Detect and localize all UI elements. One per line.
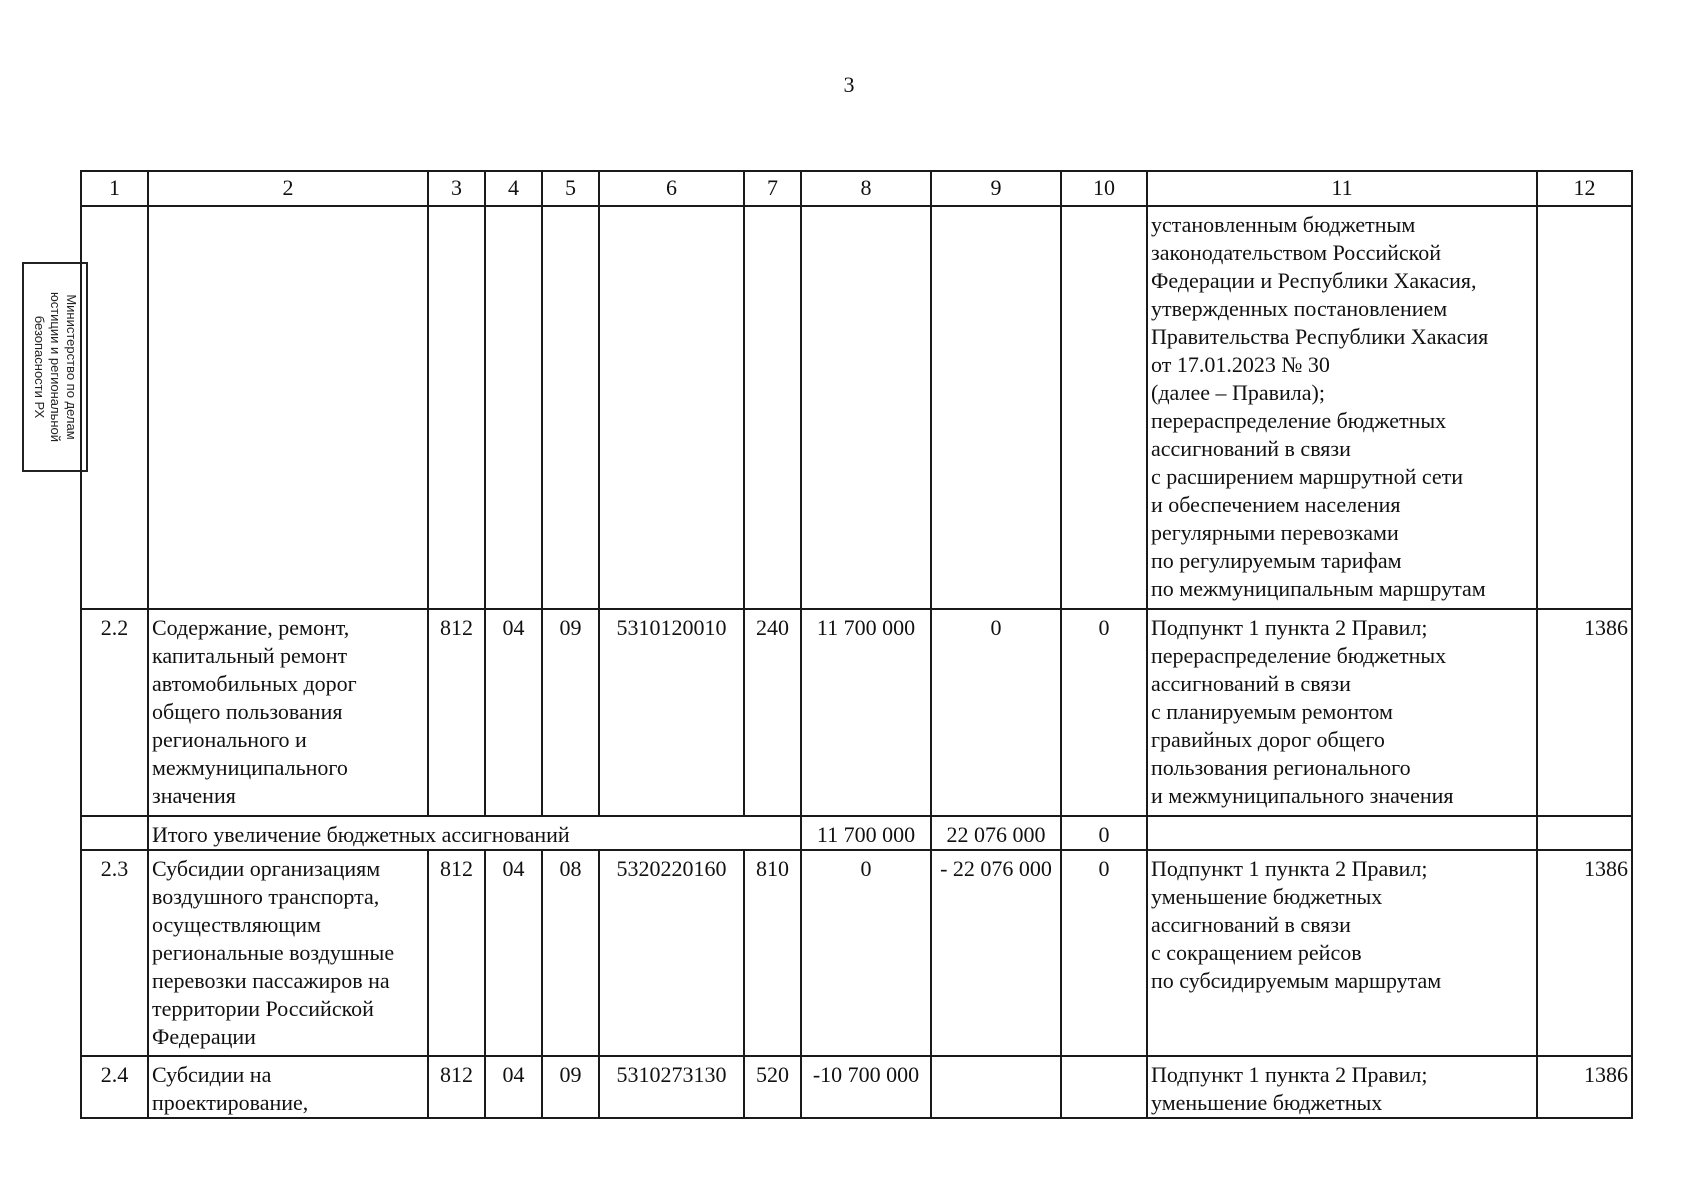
table-cell bbox=[542, 206, 599, 609]
basis-cell bbox=[1147, 850, 1537, 1056]
row-name-line: Субсидии организациям bbox=[152, 856, 381, 881]
subsection-code: 09 bbox=[542, 1056, 599, 1118]
row-name-line: автомобильных дорог bbox=[152, 671, 357, 696]
basis-line: ассигнований в связи bbox=[1151, 912, 1351, 937]
column-header: 4 bbox=[485, 171, 542, 206]
basis-line: уменьшение бюджетных bbox=[1151, 884, 1383, 909]
basis-cell bbox=[1147, 206, 1537, 609]
basis-line: ассигнований в связи bbox=[1151, 671, 1351, 696]
expense-type-code: 240 bbox=[744, 609, 801, 816]
basis-line: утвержденных постановлением bbox=[1151, 296, 1448, 321]
table-cell bbox=[1537, 816, 1632, 850]
expense-type-code: 520 bbox=[744, 1056, 801, 1118]
row-number: 2.3 bbox=[81, 850, 148, 1056]
table-row-2-2 bbox=[81, 609, 1632, 816]
reference-number: 1386 bbox=[1537, 850, 1632, 1056]
table-cell bbox=[148, 206, 428, 609]
column-header: 5 bbox=[542, 171, 599, 206]
basis-line: и обеспечением населения bbox=[1151, 492, 1401, 517]
ministry-code: 812 bbox=[428, 850, 485, 1056]
reference-number: 1386 bbox=[1537, 609, 1632, 816]
row-name bbox=[148, 609, 428, 816]
table-cell bbox=[428, 206, 485, 609]
row-name-line: межмуниципального bbox=[152, 755, 348, 780]
basis-line: с планируемым ремонтом bbox=[1151, 699, 1393, 724]
basis-cell bbox=[1147, 1056, 1537, 1118]
basis-cell bbox=[1147, 609, 1537, 816]
table-header-row bbox=[81, 171, 1632, 206]
table-cell bbox=[1061, 206, 1147, 609]
budget-table bbox=[80, 170, 1633, 1119]
column-header: 7 bbox=[744, 171, 801, 206]
basis-line: с расширением маршрутной сети bbox=[1151, 464, 1464, 489]
row-name bbox=[148, 850, 428, 1056]
table-cell bbox=[801, 206, 931, 609]
row-name-line: Федерации bbox=[152, 1024, 256, 1049]
basis-line: уменьшение бюджетных bbox=[1151, 1090, 1383, 1115]
table-row-total bbox=[81, 816, 1632, 850]
ministry-code: 812 bbox=[428, 609, 485, 816]
table-cell bbox=[599, 206, 744, 609]
basis-line: пользования регионального bbox=[1151, 755, 1411, 780]
column-header: 8 bbox=[801, 171, 931, 206]
row-name-line: перевозки пассажиров на bbox=[152, 968, 390, 993]
basis-line: Подпункт 1 пункта 2 Правил; bbox=[1151, 856, 1428, 881]
row-name-line: территории Российской bbox=[152, 996, 374, 1021]
ministry-code: 812 bbox=[428, 1056, 485, 1118]
row-name-line: значения bbox=[152, 783, 236, 808]
registration-stamp bbox=[22, 262, 88, 472]
target-article-code: 5310273130 bbox=[599, 1056, 744, 1118]
table-cell bbox=[1147, 816, 1537, 850]
basis-line: установленным бюджетным bbox=[1151, 212, 1416, 237]
stamp-line: юстиции и региональной bbox=[48, 291, 63, 443]
basis-line: от 17.01.2023 № 30 bbox=[1151, 352, 1330, 377]
column-header: 3 bbox=[428, 171, 485, 206]
amount-col-8: 11 700 000 bbox=[801, 609, 931, 816]
amount-col-10: 0 bbox=[1061, 850, 1147, 1056]
amount-col-9: 0 bbox=[931, 609, 1061, 816]
total-col-8: 11 700 000 bbox=[801, 816, 931, 850]
table-row-2-4 bbox=[81, 1056, 1632, 1118]
column-header: 1 bbox=[81, 171, 148, 206]
section-code: 04 bbox=[485, 1056, 542, 1118]
reference-number: 1386 bbox=[1537, 1056, 1632, 1118]
column-header: 11 bbox=[1147, 171, 1537, 206]
basis-line: Подпункт 1 пункта 2 Правил; bbox=[1151, 1062, 1428, 1087]
target-article-code: 5310120010 bbox=[599, 609, 744, 816]
column-header: 6 bbox=[599, 171, 744, 206]
table-cell bbox=[81, 816, 148, 850]
total-col-10: 0 bbox=[1061, 816, 1147, 850]
row-name-line: капитальный ремонт bbox=[152, 643, 348, 668]
row-name-line: общего пользования bbox=[152, 699, 343, 724]
basis-line: перераспределение бюджетных bbox=[1151, 408, 1447, 433]
expense-type-code: 810 bbox=[744, 850, 801, 1056]
basis-line: Федерации и Республики Хакасия, bbox=[1151, 268, 1477, 293]
table-cell bbox=[81, 206, 148, 609]
page-number: 3 bbox=[843, 72, 855, 97]
basis-line: с сокращением рейсов bbox=[1151, 940, 1362, 965]
table-cell bbox=[744, 206, 801, 609]
row-name-line: Субсидии на bbox=[152, 1062, 272, 1087]
target-article-code: 5320220160 bbox=[599, 850, 744, 1056]
table-cell bbox=[931, 206, 1061, 609]
row-name-line: регионального и bbox=[152, 727, 307, 752]
basis-line: по субсидируемым маршрутам bbox=[1151, 968, 1442, 993]
amount-col-9: - 22 076 000 bbox=[931, 850, 1061, 1056]
row-name-line: региональные воздушные bbox=[152, 940, 395, 965]
basis-line: ассигнований в связи bbox=[1151, 436, 1351, 461]
basis-line: и межмуниципального значения bbox=[1151, 783, 1454, 808]
basis-line: гравийных дорог общего bbox=[1151, 727, 1385, 752]
basis-line: Правительства Республики Хакасия bbox=[1151, 324, 1489, 349]
stamp-line: безопасности РХ bbox=[32, 315, 47, 419]
basis-line: (далее – Правила); bbox=[1151, 380, 1325, 405]
basis-line: Подпункт 1 пункта 2 Правил; bbox=[1151, 615, 1428, 640]
row-name bbox=[148, 1056, 428, 1118]
basis-line: перераспределение бюджетных bbox=[1151, 643, 1447, 668]
amount-col-8: -10 700 000 bbox=[801, 1056, 931, 1118]
table-cell bbox=[485, 206, 542, 609]
total-label: Итого увеличение бюджетных ассигнований bbox=[148, 816, 801, 850]
subsection-code: 08 bbox=[542, 850, 599, 1056]
amount-col-10 bbox=[1061, 1056, 1147, 1118]
section-code: 04 bbox=[485, 850, 542, 1056]
amount-col-9 bbox=[931, 1056, 1061, 1118]
table-cell bbox=[1537, 206, 1632, 609]
row-number: 2.2 bbox=[81, 609, 148, 816]
stamp-text bbox=[31, 263, 79, 471]
basis-line: по межмуниципальным маршрутам bbox=[1151, 576, 1486, 601]
subsection-code: 09 bbox=[542, 609, 599, 816]
column-header: 12 bbox=[1537, 171, 1632, 206]
table-row-2-3 bbox=[81, 850, 1632, 1056]
basis-line: регулярными перевозками bbox=[1151, 520, 1399, 545]
table-row-continuation bbox=[81, 206, 1632, 609]
total-col-9: 22 076 000 bbox=[931, 816, 1061, 850]
row-name-line: проектирование, bbox=[152, 1090, 309, 1115]
basis-line: по регулируемым тарифам bbox=[1151, 548, 1402, 573]
row-name-line: Содержание, ремонт, bbox=[152, 615, 350, 640]
column-header: 9 bbox=[931, 171, 1061, 206]
stamp-line: Министерство по делам bbox=[64, 294, 79, 440]
amount-col-8: 0 bbox=[801, 850, 931, 1056]
row-name-line: воздушного транспорта, bbox=[152, 884, 380, 909]
row-name-line: осуществляющим bbox=[152, 912, 321, 937]
row-number: 2.4 bbox=[81, 1056, 148, 1118]
column-header: 10 bbox=[1061, 171, 1147, 206]
column-header: 2 bbox=[148, 171, 428, 206]
basis-line: законодательством Российской bbox=[1151, 240, 1441, 265]
amount-col-10: 0 bbox=[1061, 609, 1147, 816]
section-code: 04 bbox=[485, 609, 542, 816]
